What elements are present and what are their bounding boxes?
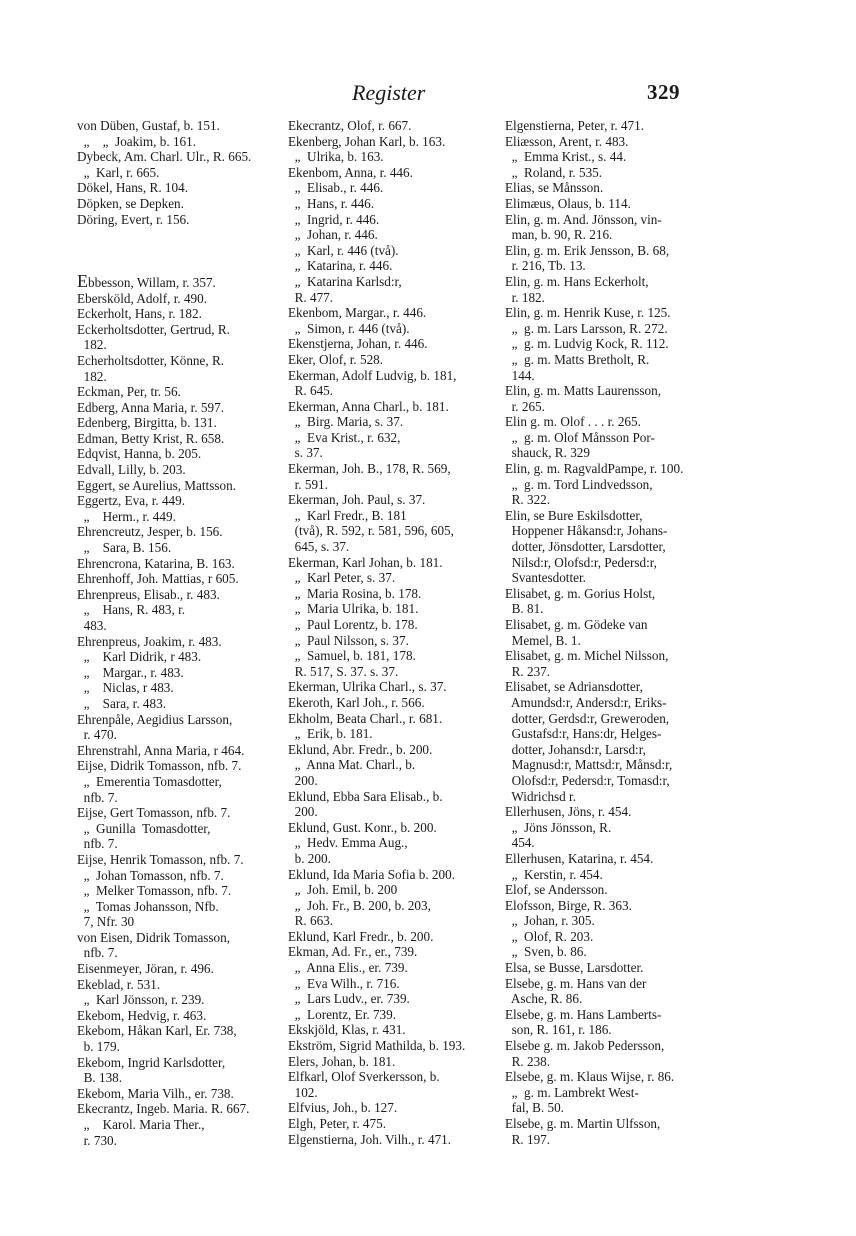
index-entry-line: 454.: [505, 835, 535, 851]
index-entry-line: R. 477.: [288, 289, 334, 305]
index-entry-line: 102.: [288, 1084, 318, 1100]
index-entry-line: nfb. 7.: [77, 836, 118, 852]
index-entry-line: Elin, g. m. And. Jönsson, vin-: [505, 211, 662, 227]
index-entry-line: Eliæsson, Arent, r. 483.: [505, 133, 629, 149]
index-entry-line: Elsebe, g. m. Hans Lamberts-: [505, 1006, 662, 1022]
index-entry-line: Amundsd:r, Andersd:r, Eriks-: [505, 694, 667, 710]
index-entry-line: Dybeck, Am. Charl. Ulr., R. 665.: [77, 149, 252, 165]
index-entry-line: Eckerholtsdotter, Gertrud, R.: [77, 321, 230, 337]
index-entry-line: „ Jöns Jönsson, R.: [505, 819, 612, 835]
index-entry-line: Elofsson, Birge, R. 363.: [505, 897, 632, 913]
index-entry-line: „ Sara, B. 156.: [77, 540, 172, 556]
index-entry-line: „ Niclas, r 483.: [77, 680, 174, 696]
index-entry-line: „ Hedv. Emma Aug.,: [288, 835, 408, 851]
index-entry-line: shauck, R. 329: [505, 445, 590, 461]
index-entry-line: Ekebom, Håkan Karl, Er. 738,: [77, 1023, 237, 1039]
index-entry-line: nfb. 7.: [77, 945, 118, 961]
index-entry-line: Elsebe, g. m. Klaus Wijse, r. 86.: [505, 1069, 675, 1085]
index-entry-line: „ Samuel, b. 181, 178.: [288, 648, 416, 664]
index-entry-line: R. 645.: [288, 383, 334, 399]
index-entry-line: Elisabet, g. m. Gorius Holst,: [505, 585, 656, 601]
index-entry-line: r. 730.: [77, 1132, 117, 1148]
index-entry-line: Elias, se Månsson.: [505, 180, 604, 196]
index-entry-line: R. 517, S. 37. s. 37.: [288, 663, 399, 679]
index-entry-line: „ Hans, r. 446.: [288, 195, 375, 211]
index-entry-line: Ekebom, Hedvig, r. 463.: [77, 1007, 207, 1023]
index-entry-line: Hoppener Håkansd:r, Johans-: [505, 523, 668, 539]
index-entry-line: Elin, g. m. Hans Eckerholt,: [505, 273, 649, 289]
index-entry-line: „ Erik, b. 181.: [288, 726, 373, 742]
index-entry-line: „ g. m. Matts Bretholt, R.: [505, 351, 650, 367]
index-entry-line: „ Katarina Karlsd:r,: [288, 273, 402, 289]
index-entry-line: Ekerman, Ulrika Charl., s. 37.: [288, 679, 447, 695]
index-entry-line: Ekström, Sigrid Mathilda, b. 193.: [288, 1038, 466, 1054]
index-entry-line: „ Anna Elis., er. 739.: [288, 960, 408, 976]
index-entry-line: Eklund, Ebba Sara Elisab., b.: [288, 788, 443, 804]
page-number: 329: [647, 80, 680, 104]
index-entry-line: man, b. 90, R. 216.: [505, 227, 613, 243]
index-entry-line: „ Karl Fredr., B. 181: [288, 507, 407, 523]
index-entry-line: „ Birg. Maria, s. 37.: [288, 414, 404, 430]
index-entry-line: „ Anna Mat. Charl., b.: [288, 757, 416, 773]
index-entry-line: „ „ Joakim, b. 161.: [77, 133, 197, 149]
index-entry-line: Elisabet, g. m. Michel Nilsson,: [505, 648, 669, 664]
index-entry-line: [77, 258, 277, 274]
index-entry-line: Elisabet, se Adriansdotter,: [505, 679, 643, 695]
index-entry-line: Edqvist, Hanna, b. 205.: [77, 446, 202, 462]
index-entry-line: Eklund, Karl Fredr., b. 200.: [288, 928, 434, 944]
index-entry-line: „ Johan Tomasson, nfb. 7.: [77, 867, 224, 883]
index-entry-line: B. 138.: [77, 1070, 123, 1086]
index-entry-line: r. 216, Tb. 13.: [505, 258, 586, 274]
index-column-2: [288, 118, 488, 1147]
index-entry-line: „ Gunilla Tomasdotter,: [77, 820, 211, 836]
index-entry-line: R. 197.: [505, 1131, 551, 1147]
index-entry-line: „ Sven, b. 86.: [505, 944, 587, 960]
index-entry-line: Eijse, Henrik Tomasson, nfb. 7.: [77, 851, 244, 867]
index-entry-line: „ Paul Nilsson, s. 37.: [288, 632, 409, 648]
index-entry-line: „ Melker Tomasson, nfb. 7.: [77, 883, 232, 899]
index-entry-line: fal, B. 50.: [505, 1100, 564, 1116]
index-entry-line: Elgenstierna, Peter, r. 471.: [505, 118, 645, 133]
index-entry-line: Elin, g. m. Henrik Kuse, r. 125.: [505, 305, 671, 321]
index-entry-line: Ekholm, Beata Charl., r. 681.: [288, 710, 443, 726]
index-entry-line: Ehrencrona, Katarina, B. 163.: [77, 555, 235, 571]
index-entry-line: Ekenstjerna, Johan, r. 446.: [288, 336, 428, 352]
index-entry-line: Elsebe, g. m. Hans van der: [505, 975, 647, 991]
index-entry-line: 483.: [77, 618, 107, 633]
index-entry-line: Eklund, Gust. Konr., b. 200.: [288, 819, 437, 835]
index-entry-line: Dökel, Hans, R. 104.: [77, 180, 188, 196]
index-entry-line: r. 265.: [505, 398, 545, 414]
index-entry-line: Elisabet, g. m. Gödeke van: [505, 617, 648, 632]
index-entry-line: 182.: [77, 368, 107, 384]
index-entry-line: „ Roland, r. 535.: [505, 164, 603, 180]
index-entry-line: „ Karl Peter, s. 37.: [288, 570, 396, 586]
index-entry-line: „ Maria Rosina, b. 178.: [288, 585, 422, 601]
index-entry-line: Ekerman, Adolf Ludvig, b. 181,: [288, 367, 457, 383]
index-entry-line: Ellerhusen, Jöns, r. 454.: [505, 804, 632, 820]
index-entry-line: Eklund, Ida Maria Sofia b. 200.: [288, 866, 456, 882]
index-entry-line: Nilsd:r, Olofsd:r, Pedersd:r,: [505, 554, 657, 570]
index-entry-line: 144.: [505, 367, 535, 383]
index-entry-line: dotter, Jönsdotter, Larsdotter,: [505, 539, 666, 555]
index-entry-line: Ekerman, Karl Johan, b. 181.: [288, 554, 443, 570]
index-entry-line: „ Katarina, r. 446.: [288, 258, 393, 274]
index-entry-line: „ g. m. Olof Månsson Por-: [505, 429, 655, 445]
index-entry-line: Memel, B. 1.: [505, 632, 581, 648]
index-entry-line: „ Tomas Johansson, Nfb.: [77, 898, 219, 914]
index-entry-line: „ Herm., r. 449.: [77, 508, 176, 524]
index-entry-line: Eisenmeyer, Jöran, r. 496.: [77, 961, 214, 977]
index-entry-line: „ Eva Wilh., r. 716.: [288, 975, 400, 991]
index-entry-line: 200.: [288, 804, 318, 820]
index-entry-line: Ekskjöld, Klas, r. 431.: [288, 1022, 406, 1038]
index-entry-line: 200.: [288, 772, 318, 788]
index-entry-line: „ Emma Krist., s. 44.: [505, 149, 627, 165]
index-entry-line: Ebbesson, Willam, r. 357.: [77, 273, 216, 291]
index-entry-line: Ekebom, Maria Vilh., er. 738.: [77, 1085, 234, 1101]
index-entry-line: nfb. 7.: [77, 789, 118, 805]
index-entry-line: Elgh, Peter, r. 475.: [288, 1116, 386, 1131]
index-entry-line: Eggert, se Aurelius, Mattsson.: [77, 477, 236, 493]
index-entry-line: Ehrenpreus, Joakim, r. 483.: [77, 633, 222, 649]
index-entry-line: „ Ulrika, b. 163.: [288, 149, 384, 165]
index-entry-line: Ehrenhoff, Joh. Mattias, r 605.: [77, 571, 239, 587]
index-entry-line: [77, 227, 277, 243]
index-entry-line: Ehrencreutz, Jesper, b. 156.: [77, 524, 223, 540]
index-entry-line: „ Johan, r. 305.: [505, 913, 595, 929]
index-entry-line: Eckman, Per, tr. 56.: [77, 384, 181, 400]
index-entry-line: B. 81.: [505, 601, 544, 617]
index-entry-line: Ekenbom, Margar., r. 446.: [288, 305, 427, 321]
index-entry-line: „ g. m. Ludvig Kock, R. 112.: [505, 336, 669, 352]
index-entry-line: Ekenberg, Johan Karl, b. 163.: [288, 133, 446, 149]
index-entry-line: Widrichsd r.: [505, 788, 577, 804]
index-entry-line: Ekerman, Anna Charl., b. 181.: [288, 398, 449, 414]
index-entry-line: b. 179.: [77, 1039, 120, 1055]
index-entry-line: „ Paul Lorentz, b. 178.: [288, 617, 418, 632]
index-entry-line: Ehrenpåle, Aegidius Larsson,: [77, 711, 233, 727]
index-entry-line: 7, Nfr. 30: [77, 914, 135, 930]
index-entry-line: Ehrenpreus, Elisab., r. 483.: [77, 586, 220, 602]
index-entry-line: von Düben, Gustaf, b. 151.: [77, 118, 220, 133]
index-entry-line: dotter, Gerdsd:r, Greweroden,: [505, 710, 670, 726]
index-entry-line: Asche, R. 86.: [505, 991, 583, 1007]
index-entry-line: Elsebe g. m. Jakob Pedersson,: [505, 1038, 665, 1054]
index-entry-line: Eklund, Abr. Fredr., b. 200.: [288, 741, 433, 757]
index-entry-line: „ Karol. Maria Ther.,: [77, 1117, 205, 1132]
index-entry-line: Eker, Olof, r. 528.: [288, 351, 384, 367]
index-entry-line: Ekerman, Joh. B., 178, R. 569,: [288, 461, 451, 477]
index-entry-line: Elers, Johan, b. 181.: [288, 1053, 396, 1069]
index-entry-line: (två), R. 592, r. 581, 596, 605,: [288, 523, 454, 539]
index-entry-line: Elin g. m. Olof . . . r. 265.: [505, 414, 641, 430]
index-entry-line: s. 37.: [288, 445, 323, 461]
index-entry-line: r. 470.: [77, 727, 117, 743]
index-entry-line: Olofsd:r, Pedersd:r, Tomasd:r,: [505, 772, 670, 788]
index-entry-line: [77, 243, 277, 259]
index-entry-line: Ellerhusen, Katarina, r. 454.: [505, 850, 654, 866]
index-entry-line: „ Karl Jönsson, r. 239.: [77, 992, 205, 1008]
index-entry-line: „ Joh. Emil, b. 200: [288, 882, 398, 898]
index-entry-line: „ Hans, R. 483, r.: [77, 602, 186, 618]
index-entry-line: „ g. m. Lars Larsson, R. 272.: [505, 320, 668, 336]
index-entry-line: „ Karl, r. 665.: [77, 164, 160, 180]
index-entry-line: Eckerholt, Hans, r. 182.: [77, 306, 202, 322]
index-entry-line: „ g. m. Lambrekt West-: [505, 1084, 639, 1100]
index-entry-line: „ Sara, r. 483.: [77, 695, 166, 711]
page-title: Register: [352, 80, 426, 105]
index-entry-line: Magnusd:r, Mattsd:r, Månsd:r,: [505, 757, 673, 773]
index-entry-line: Elfkarl, Olof Sverkersson, b.: [288, 1069, 440, 1085]
index-entry-line: Elsa, se Busse, Larsdotter.: [505, 960, 644, 976]
index-entry-line: Edvall, Lilly, b. 203.: [77, 462, 186, 478]
index-entry-line: „ Lars Ludv., er. 739.: [288, 991, 410, 1007]
index-entry-line: Ekeblad, r. 531.: [77, 976, 161, 992]
index-entry-line: 645, s. 37.: [288, 539, 350, 555]
index-entry-line: Gustafsd:r, Hans:dr, Helges-: [505, 726, 662, 742]
index-entry-line: Elin, g. m. RagvaldPampe, r. 100.: [505, 461, 684, 477]
index-entry-line: Edberg, Anna Maria, r. 597.: [77, 399, 224, 415]
index-entry-line: Ebersköld, Adolf, r. 490.: [77, 290, 208, 306]
index-entry-line: Eggertz, Eva, r. 449.: [77, 493, 186, 509]
index-entry-line: „ Simon, r. 446 (två).: [288, 320, 410, 336]
index-entry-line: Elin, g. m. Matts Laurensson,: [505, 383, 662, 399]
index-entry-line: Edman, Betty Krist, R. 658.: [77, 430, 225, 446]
index-entry-line: r. 182.: [505, 289, 545, 305]
index-entry-line: Ekerman, Joh. Paul, s. 37.: [288, 492, 426, 508]
index-entry-line: R. 237.: [505, 663, 551, 679]
index-entry-line: Svantesdotter.: [505, 570, 586, 586]
index-entry-line: „ Lorentz, Er. 739.: [288, 1006, 397, 1022]
index-entry-line: 182.: [77, 337, 107, 353]
index-entry-line: Ekenbom, Anna, r. 446.: [288, 164, 413, 180]
index-entry-line: Döpken, se Depken.: [77, 195, 184, 211]
index-entry-line: Elof, se Andersson.: [505, 882, 608, 898]
index-entry-line: Ekman, Ad. Fr., er., 739.: [288, 944, 418, 960]
index-entry-line: R. 238.: [505, 1053, 551, 1069]
index-entry-line: b. 200.: [288, 850, 331, 866]
index-entry-line: Elin, g. m. Erik Jensson, B. 68,: [505, 242, 670, 258]
index-entry-line: Ekeroth, Karl Joh., r. 566.: [288, 694, 425, 710]
index-entry-line: Elimæus, Olaus, b. 114.: [505, 195, 631, 211]
index-entry-line: Ekebom, Ingrid Karlsdotter,: [77, 1054, 226, 1070]
index-entry-line: R. 322.: [505, 492, 551, 508]
index-entry-line: „ Johan, r. 446.: [288, 227, 378, 243]
index-entry-line: Elin, se Bure Eskilsdotter,: [505, 507, 643, 523]
index-entry-line: son, R. 161, r. 186.: [505, 1022, 612, 1038]
index-entry-line: Elfvius, Joh., b. 127.: [288, 1100, 398, 1116]
index-entry-line: Döring, Evert, r. 156.: [77, 211, 190, 227]
index-entry-line: „ Olof, R. 203.: [505, 928, 594, 944]
index-entry-line: Elgenstierna, Joh. Vilh., r. 471.: [288, 1131, 452, 1147]
index-entry-line: von Eisen, Didrik Tomasson,: [77, 929, 231, 945]
index-entry-line: Echerholtsdotter, Könne, R.: [77, 352, 225, 368]
index-entry-line: Elsebe, g. m. Martin Ulfsson,: [505, 1116, 661, 1131]
index-column-3: [505, 118, 710, 1147]
index-entry-line: Eijse, Didrik Tomasson, nfb. 7.: [77, 758, 242, 774]
index-entry-line: „ Kerstin, r. 454.: [505, 866, 603, 882]
index-entry-line: „ Maria Ulrika, b. 181.: [288, 601, 419, 617]
index-entry-line: dotter, Johansd:r, Larsd:r,: [505, 741, 646, 757]
index-entry-line: „ Joh. Fr., B. 200, b. 203,: [288, 897, 431, 913]
index-entry-line: „ Margar., r. 483.: [77, 664, 184, 680]
index-column-1: [77, 118, 277, 1148]
index-entry-line: „ Ingrid, r. 446.: [288, 211, 380, 227]
index-entry-line: „ Karl, r. 446 (två).: [288, 242, 399, 258]
index-entry-line: „ Karl Didrik, r 483.: [77, 649, 202, 665]
index-entry-line: R. 663.: [288, 913, 334, 929]
index-entry-line: Eijse, Gert Tomasson, nfb. 7.: [77, 805, 231, 821]
index-entry-line: Edenberg, Birgitta, b. 131.: [77, 415, 217, 431]
index-entry-line: „ Eva Krist., r. 632,: [288, 429, 401, 445]
index-entry-line: Ehrenstrahl, Anna Maria, r 464.: [77, 742, 245, 758]
index-entry-line: Ekecrantz, Ingeb. Maria. R. 667.: [77, 1101, 250, 1117]
index-entry-line: Ekecrantz, Olof, r. 667.: [288, 118, 412, 133]
index-entry-line: r. 591.: [288, 476, 328, 492]
index-entry-line: „ Elisab., r. 446.: [288, 180, 384, 196]
index-entry-line: „ g. m. Tord Lindvedsson,: [505, 476, 653, 492]
index-entry-line: „ Emerentia Tomasdotter,: [77, 773, 222, 789]
